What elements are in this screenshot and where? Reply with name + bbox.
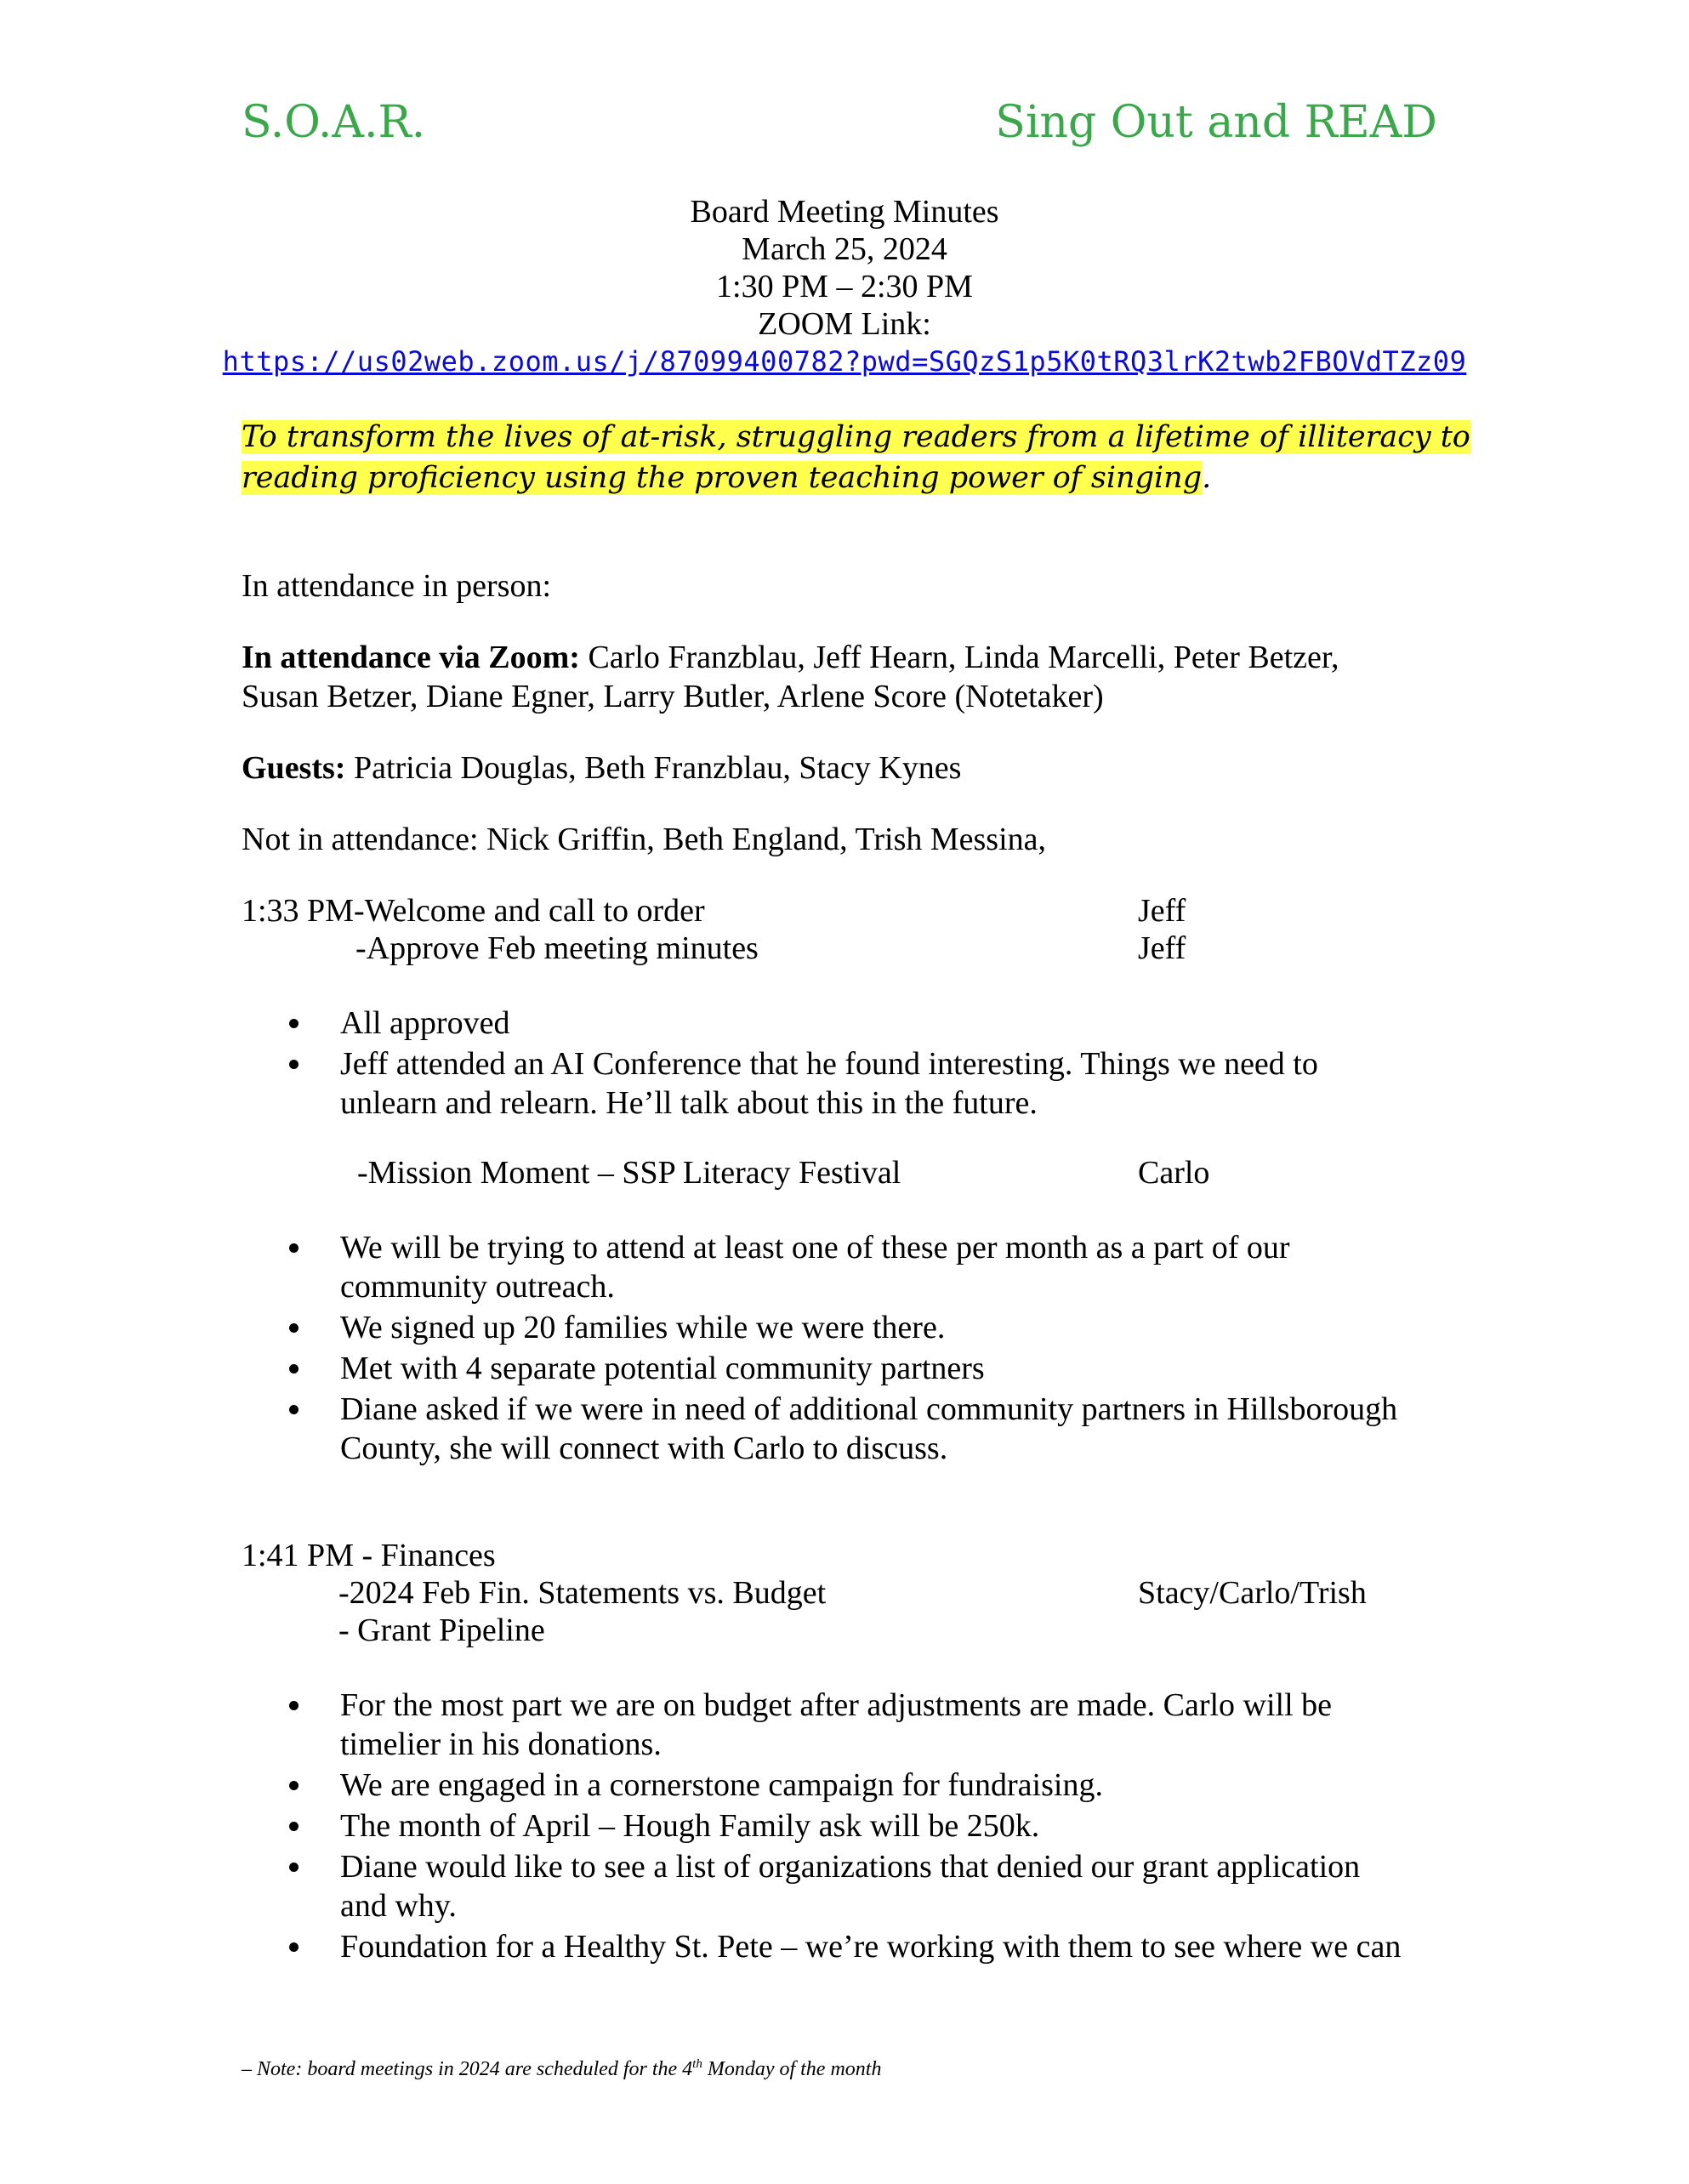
zoom-label: ZOOM Link:	[758, 306, 931, 342]
agenda-approve-owner: Jeff	[1138, 930, 1186, 966]
meeting-date: March 25, 2024	[742, 231, 947, 267]
mission-line-1: To transform the lives of at-risk, struggling readers from a lifetime of illiteracy to	[242, 420, 1470, 454]
footer-note	[242, 2058, 881, 2079]
zoom-link[interactable]: https://us02web.zoom.us/j/87099400782?pwd=SGQzS1p5K0tRQ3lrK2twb2FBOVdTZz09	[222, 345, 1467, 378]
guests-label: Guests:	[242, 750, 346, 786]
bullet-icon	[289, 1405, 299, 1414]
bullet-icon	[289, 1942, 299, 1952]
bullet-icon	[289, 1019, 299, 1028]
bullet-icon	[289, 1323, 299, 1333]
list-item: We are engaged in a cornerstone campaign for fundraising.	[289, 1766, 1446, 1805]
guests	[242, 748, 961, 788]
list-item: Diane would like to see a list of organizations that denied our grant application and why.	[289, 1847, 1446, 1925]
mission-period: .	[1202, 461, 1212, 495]
bullet-icon	[289, 1822, 299, 1831]
zoom-attendance-label: In attendance via Zoom:	[242, 640, 580, 675]
zoom-attendees-line-1: Carlo Franzblau, Jeff Hearn, Linda Marcelli, Peter Betzer,	[579, 640, 1339, 675]
mission-moment-notes	[289, 1228, 1446, 1470]
bullet-icon	[289, 1701, 299, 1710]
footer-note-text-1: Note: board meetings in 2024 are scheduled for the 4	[252, 2058, 693, 2080]
list-item: We signed up 20 families while we were there.	[289, 1308, 1446, 1347]
list-item: Jeff attended an AI Conference that he found interesting. Things we need to unlearn and relearn. He’ll talk about this in the future.	[289, 1044, 1446, 1123]
bullet-icon	[289, 1060, 299, 1069]
bullet-icon	[289, 1863, 299, 1872]
document-title: Board Meeting Minutes	[690, 194, 999, 230]
org-full-name: Sing Out and READ	[995, 97, 1437, 148]
list-item: The month of April – Hough Family ask will be 250k.	[289, 1806, 1446, 1846]
agenda-finances: 1:41 PM - Finances	[242, 1538, 496, 1573]
agenda-approve-minutes: -Approve Feb meeting minutes	[355, 930, 759, 966]
footer-note-superscript: th	[692, 2057, 702, 2071]
org-abbreviation: S.O.A.R.	[242, 97, 426, 148]
footer-note-text-2: Monday of the month	[702, 2058, 882, 2080]
agenda-mission-moment: -Mission Moment – SSP Literacy Festival	[357, 1155, 901, 1191]
bullet-icon	[289, 1364, 299, 1374]
list-item: All approved	[289, 1004, 1446, 1043]
mission-line-2: reading proficiency using the proven teaching power of singing	[242, 461, 1203, 495]
list-item: Diane asked if we were in need of additional community partners in Hillsborough County, she will connect with Carlo to discuss.	[289, 1390, 1446, 1468]
list-item: Foundation for a Healthy St. Pete – we’re working with them to see where we can	[289, 1927, 1446, 1966]
agenda-grant-pipeline: - Grant Pipeline	[338, 1612, 545, 1648]
footer-dash: –	[242, 2058, 252, 2080]
agenda-welcome: 1:33 PM-Welcome and call to order	[242, 893, 705, 929]
mission-statement	[242, 417, 1470, 498]
agenda-mission-moment-owner: Carlo	[1138, 1155, 1210, 1191]
list-item: Met with 4 separate potential community partners	[289, 1349, 1446, 1388]
agenda-fin-statements: -2024 Feb Fin. Statements vs. Budget	[338, 1575, 827, 1611]
list-item: For the most part we are on budget after adjustments are made. Carlo will be timelier in his donations.	[289, 1686, 1446, 1764]
bullet-icon	[289, 1781, 299, 1790]
welcome-notes	[289, 1004, 1446, 1124]
zoom-attendees-line-2: Susan Betzer, Diane Egner, Larry Butler, Arlene Score (Notetaker)	[242, 679, 1104, 714]
finance-notes	[289, 1686, 1446, 1968]
guests-list: Patricia Douglas, Beth Franzblau, Stacy Kynes	[345, 750, 962, 786]
zoom-attendance	[242, 638, 1339, 716]
meeting-time: 1:30 PM – 2:30 PM	[716, 269, 973, 304]
bullet-icon	[289, 1243, 299, 1253]
agenda-welcome-owner: Jeff	[1138, 893, 1186, 929]
agenda-fin-owner: Stacy/Carlo/Trish	[1138, 1575, 1367, 1611]
list-item: We will be trying to attend at least one of these per month as a part of our community outreach.	[289, 1228, 1446, 1306]
in-person-attendance: In attendance in person:	[242, 568, 552, 604]
not-in-attendance: Not in attendance: Nick Griffin, Beth England, Trish Messina,	[242, 822, 1047, 857]
